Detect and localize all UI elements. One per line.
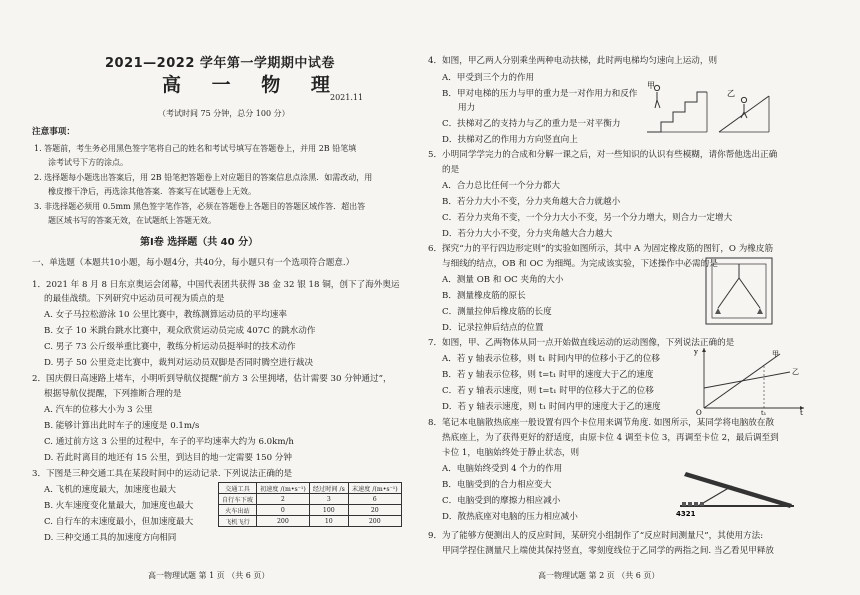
table-cell: 3 <box>309 494 348 505</box>
table-header: 初速度 /(m•s⁻¹) <box>256 483 309 494</box>
q1-line: 的最佳战绩。下列研究中运动员可视为质点的是 <box>44 294 225 304</box>
q2-option: B. 能够计算出此时车子的速度是 0.1m/s <box>44 421 200 431</box>
force-apparatus-diagram <box>704 256 776 328</box>
axis-label-y: y <box>694 348 698 356</box>
section-title: 第Ⅰ卷 选择题（共 40 分） <box>140 237 259 248</box>
table-header: 经过时间 /s <box>309 483 348 494</box>
label-jia: 甲 <box>647 81 655 90</box>
page-footer: 高一物理试题 第 1 页 （共 6 页） <box>148 571 270 580</box>
note-line: 题区域书写的答案无效，在试题纸上答题无效。 <box>48 216 216 225</box>
q4-option: 用力 <box>458 103 476 113</box>
table-header: 末速度 /(m•s⁻¹) <box>348 483 401 494</box>
page-1 <box>30 0 415 595</box>
q6-line: 6．探究“力的平行四边形定则”的实验如图所示，其中 A 为固定橡皮筋的图钉，O 为橡皮筋 <box>428 244 774 254</box>
q1-option: A. 女子马拉松游泳 10 公里比赛中，教练测算运动员的平均速率 <box>44 310 287 320</box>
q1-option: C. 男子 73 公斤级举重比赛中，教练分析运动员挺举时的技术动作 <box>44 342 296 352</box>
q3-option: B. 火车速度变化量最大，加速度也最大 <box>44 501 194 511</box>
q8-option: B．电脑受到的合力相应变大 <box>442 480 552 490</box>
q1-line: 1．2021 年 8 月 8 日东京奥运会闭幕，中国代表团共获得 38 金 32 银 18 铜，创下了海外奥运 <box>32 280 400 290</box>
q3-option: A. 飞机的速度最大，加速度也最大 <box>44 485 176 495</box>
q7-option: B．若 y 轴表示位移，则 t=t₁ 时甲的速度大于乙的速度 <box>442 370 654 380</box>
q7-option: C．若 y 轴表示速度，则 t=t₁ 时甲的位移大于乙的位移 <box>442 386 654 396</box>
q4-option: D．扶梯对乙的作用力方向竖直向上 <box>442 135 578 145</box>
q2-line: 根据导航仪提醒，下列推断合理的是 <box>44 389 182 399</box>
q1-option: B. 女子 10 米跳台跳水比赛中，观众欣赏运动员完成 407C 的跳水动作 <box>44 326 316 336</box>
subject-title: 高 一 物 理 <box>162 74 342 96</box>
q3-stem: 3．下图是三种交通工具在某段时间中的运动记录. 下列说法正确的是 <box>32 469 293 479</box>
q6-option: B．测量橡皮筋的原长 <box>442 291 526 301</box>
table-cell: 200 <box>348 516 401 527</box>
q8-line: 8．笔记本电脑散热底座一般设置有四个卡位用来调节角度. 如图所示，某同学将电脑放在散 <box>428 418 775 428</box>
q4-option: B．甲对电梯的压力与甲的重力是一对作用力和反作 <box>442 89 638 99</box>
q9-line: 9．为了能够方便测出人的反应时间，某研究小组制作了“反应时间测量尺”，其使用方法: <box>428 531 764 541</box>
q9-line: 甲同学捏住测量尺上端使其保持竖直，零刻度线位于乙同学的两指之间. 当乙看见甲释放 <box>442 546 775 556</box>
table-cell: 飞机飞行 <box>219 516 257 527</box>
q4-option: C．扶梯对乙的支持力与乙的重力是一对平衡力 <box>442 119 621 129</box>
note-line: 2. 选择题每小题选出答案后，用 2B 铅笔把答题卷上对应题目的答案信息点涂黑．如需改动，用 <box>34 173 373 182</box>
label-yi: 乙 <box>792 368 799 376</box>
q4-option: A．甲受到三个力的作用 <box>442 73 535 83</box>
q7-line: 7．如图，甲、乙两物体从同一点开始做直线运动的运动图像，下列说法正确的是 <box>428 338 735 348</box>
note-line: 3. 非选择题必须用 0.5mm 黑色签字笔作答，必须在答题卷上各题目的答题区域作答．超出答 <box>34 202 366 211</box>
table-cell: 6 <box>348 494 401 505</box>
exam-title: 2021—2022 学年第一学期期中试卷 <box>105 56 335 71</box>
q2-line: 2．国庆假日高速路上堵车，小明听到导航仪提醒“前方 3 公里拥堵，估计需要 30 分钟通过”， <box>32 374 392 384</box>
q8-line: 卡位 1，电脑始终处于静止状态，则 <box>442 448 580 458</box>
exam-date: 2021.11 <box>330 93 364 102</box>
slot-label: 4321 <box>676 510 696 518</box>
q5-option: A．合力总比任何一个分力都大 <box>442 181 560 191</box>
note-line: 涂考试号下方的涂点。 <box>48 158 128 167</box>
q6-option: C．测量拉伸后橡皮筋的长度 <box>442 307 552 317</box>
table-cell: 10 <box>309 516 348 527</box>
table-row <box>219 505 402 516</box>
page-2 <box>428 0 838 595</box>
origin-label: O <box>696 409 702 416</box>
q7-option: D．若 y 轴表示速度，则 t₁ 时间内甲的速度大于乙的速度 <box>442 402 661 412</box>
q4-line: 4．如图，甲乙两人分别乘坐两种电动扶梯，此时两电梯均匀速向上运动，则 <box>428 56 718 66</box>
note-line: 1. 答题前，考生务必用黑色签字笔将自己的姓名和考试号填写在答题卷上，并用 2B 铅笔填 <box>34 144 357 153</box>
q5-option: D．若分力大小不变，分力夹角越大合力越大 <box>442 229 613 239</box>
laptop-stand-diagram <box>672 462 800 518</box>
notes-heading: 注意事项： <box>32 127 75 137</box>
q3-option: D. 三种交通工具的加速度方向相同 <box>44 533 177 543</box>
q8-line: 热底座上，为了获得更好的舒适度，由原卡位 4 调至卡位 3，再调至卡位 2，最后调至到 <box>442 433 779 443</box>
table-cell: 自行车下坡 <box>219 494 257 505</box>
t1-label: t₁ <box>761 409 767 416</box>
escalator-diagram <box>643 66 773 138</box>
table-header-row <box>219 483 402 494</box>
motion-graph <box>690 344 810 416</box>
table-row <box>219 516 402 527</box>
table-header: 交通工具 <box>219 483 257 494</box>
q7-option: A．若 y 轴表示位移，则 t₁ 时间内甲的位移小于乙的位移 <box>442 354 660 364</box>
q8-option: D．散热底座对电脑的压力相应减小 <box>442 512 578 522</box>
q5-option: C．若分力夹角不变，一个分力大小不变，另一个分力增大，则合力一定增大 <box>442 213 733 223</box>
part-heading: 一、单选题（本题共10小题，每小题4分，共40分，每小题只有一个选项符合题意.） <box>32 258 355 268</box>
q5-line: 5．小明同学学完力的合成和分解一课之后，对一些知识的认识有些模糊，请你帮他选出正确 <box>428 150 778 160</box>
q8-option: C．电脑受到的摩擦力相应减小 <box>442 496 561 506</box>
time-note: （考试时间 75 分钟，总分 100 分） <box>158 109 290 118</box>
table-cell: 100 <box>309 505 348 516</box>
q5-line: 的是 <box>442 165 460 175</box>
table-cell: 0 <box>256 505 309 516</box>
label-jia: 甲 <box>772 350 779 358</box>
q2-option: D. 若此时离目的地还有 15 公里，到达目的地一定需要 150 分钟 <box>44 453 292 463</box>
table-cell: 20 <box>348 505 401 516</box>
table-cell: 2 <box>256 494 309 505</box>
page-footer: 高一物理试题 第 2 页 （共 6 页） <box>538 571 660 580</box>
transport-table <box>218 482 402 527</box>
q5-option: B．若分力大小不变，分力夹角越大合力就越小 <box>442 197 621 207</box>
q8-option: A．电脑始终受到 4 个力的作用 <box>442 464 563 474</box>
q6-option: D．记录拉伸后结点的位置 <box>442 323 544 333</box>
q6-option: A．测量 OB 和 OC 夹角的大小 <box>442 275 564 285</box>
q3-option: C. 自行车的末速度最小，但加速度最大 <box>44 517 194 527</box>
q2-option: C. 通过前方这 3 公里的过程中，车子的平均速率大约为 6.0km/h <box>44 437 294 447</box>
q2-option: A. 汽车的位移大小为 3 公里 <box>44 405 153 415</box>
table-cell: 200 <box>256 516 309 527</box>
label-yi: 乙 <box>727 89 735 98</box>
q6-line: 与细线的结点，OB 和 OC 为细绳。为完成该实验，下述操作中必需的是 <box>442 259 718 269</box>
table-cell: 火车出站 <box>219 505 257 516</box>
axis-label-t: t <box>800 409 803 416</box>
q1-option: D. 男子 50 公里竞走比赛中，裁判对运动员双脚是否同时腾空进行裁决 <box>44 358 314 368</box>
table-row <box>219 494 402 505</box>
note-line: 橡皮擦干净后，再选涂其他答案．答案写在试题卷上无效。 <box>48 187 256 196</box>
